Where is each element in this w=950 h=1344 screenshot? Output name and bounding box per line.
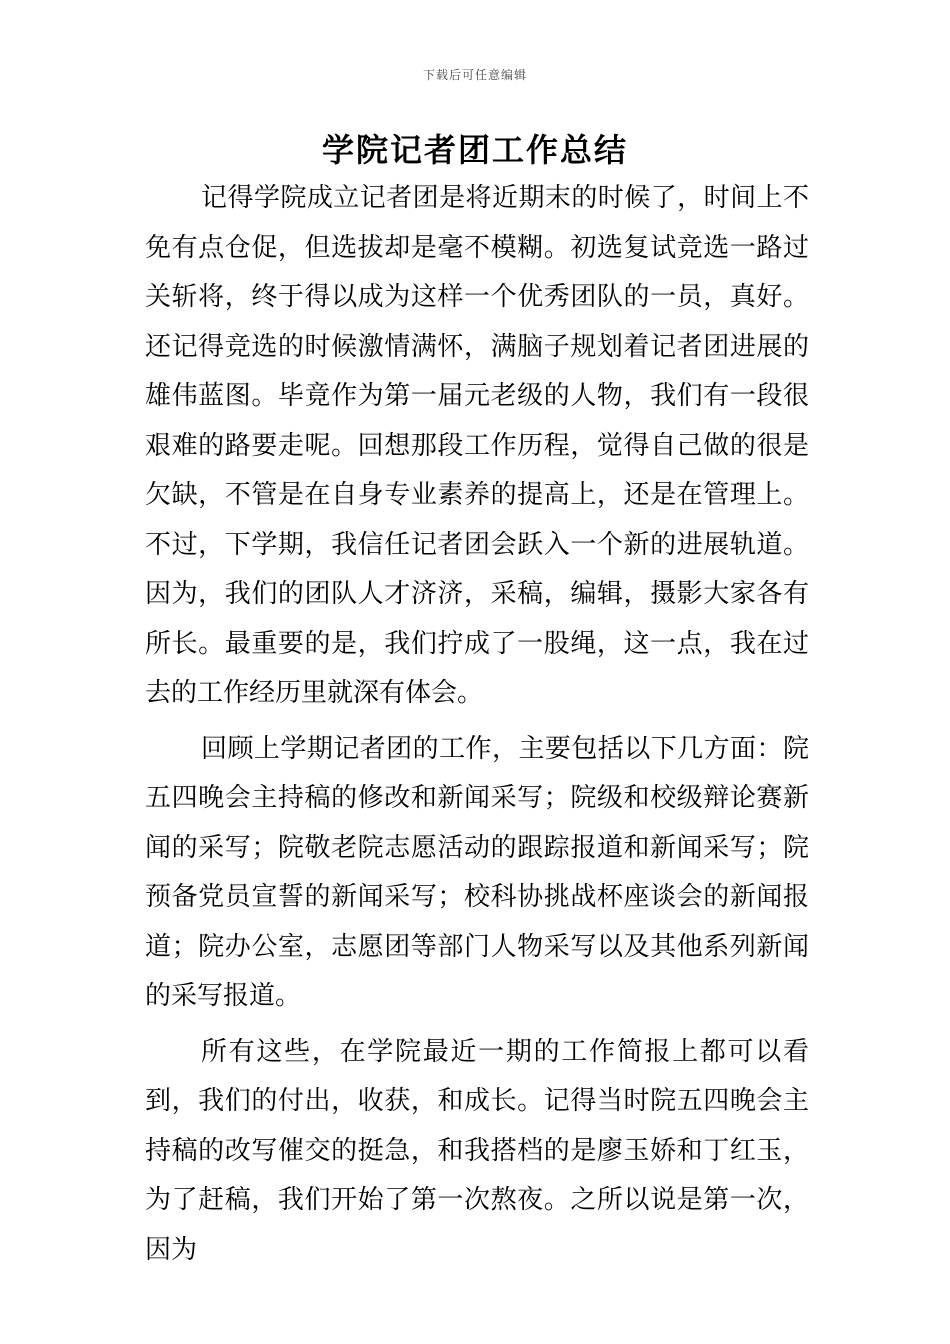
document-title: 学院记者团工作总结 xyxy=(321,131,628,169)
document-body xyxy=(145,174,809,1281)
paragraph-1: 记得学院成立记者团是将近期末的时候了，时间上不免有点仓促，但选拔却是毫不模糊。初选复试竞选一路过关斩将，终于得以成为这样一个优秀团队的一员，真好。还记得竞选的时候激情满怀，满脑子规划着记者团进展的雄伟蓝图。毕竟作为第一届元老级的人物，我们有一段很艰难的路要走呢。回想那段工作历程，觉得自己做的很是欠缺，不管是在自身专业素养的提高上，还是在管理上。不过，下学期，我信任记者团会跃入一个新的进展轨道。因为，我们的团队人才济济，采稿，编辑，摄影大家各有所长。最重要的是，我们拧成了一股绳，这一点，我在过去的工作经历里就深有体会。 xyxy=(145,183,809,708)
paragraph-3: 所有这些，在学院最近一期的工作简报上都可以看到，我们的付出，收获，和成长。记得当时院五四晚会主持稿的改写催交的挺急，和我搭档的是廖玉娇和丁红玉，为了赶稿，我们开始了第一次熬夜。之所以说是第一次，因为 xyxy=(145,1036,809,1265)
paragraph-2: 回顾上学期记者团的工作，主要包括以下几方面：院五四晚会主持稿的修改和新闻采写；院级和校级辩论赛新闻的采写；院敬老院志愿活动的跟踪报道和新闻采写；院预备党员宣誓的新闻采写；校科协挑战杯座谈会的新闻报道；院办公室，志愿团等部门人物采写以及其他系列新闻的采写报道。 xyxy=(145,733,809,1011)
page-header-note: 下载后可任意编辑 xyxy=(422,68,527,82)
